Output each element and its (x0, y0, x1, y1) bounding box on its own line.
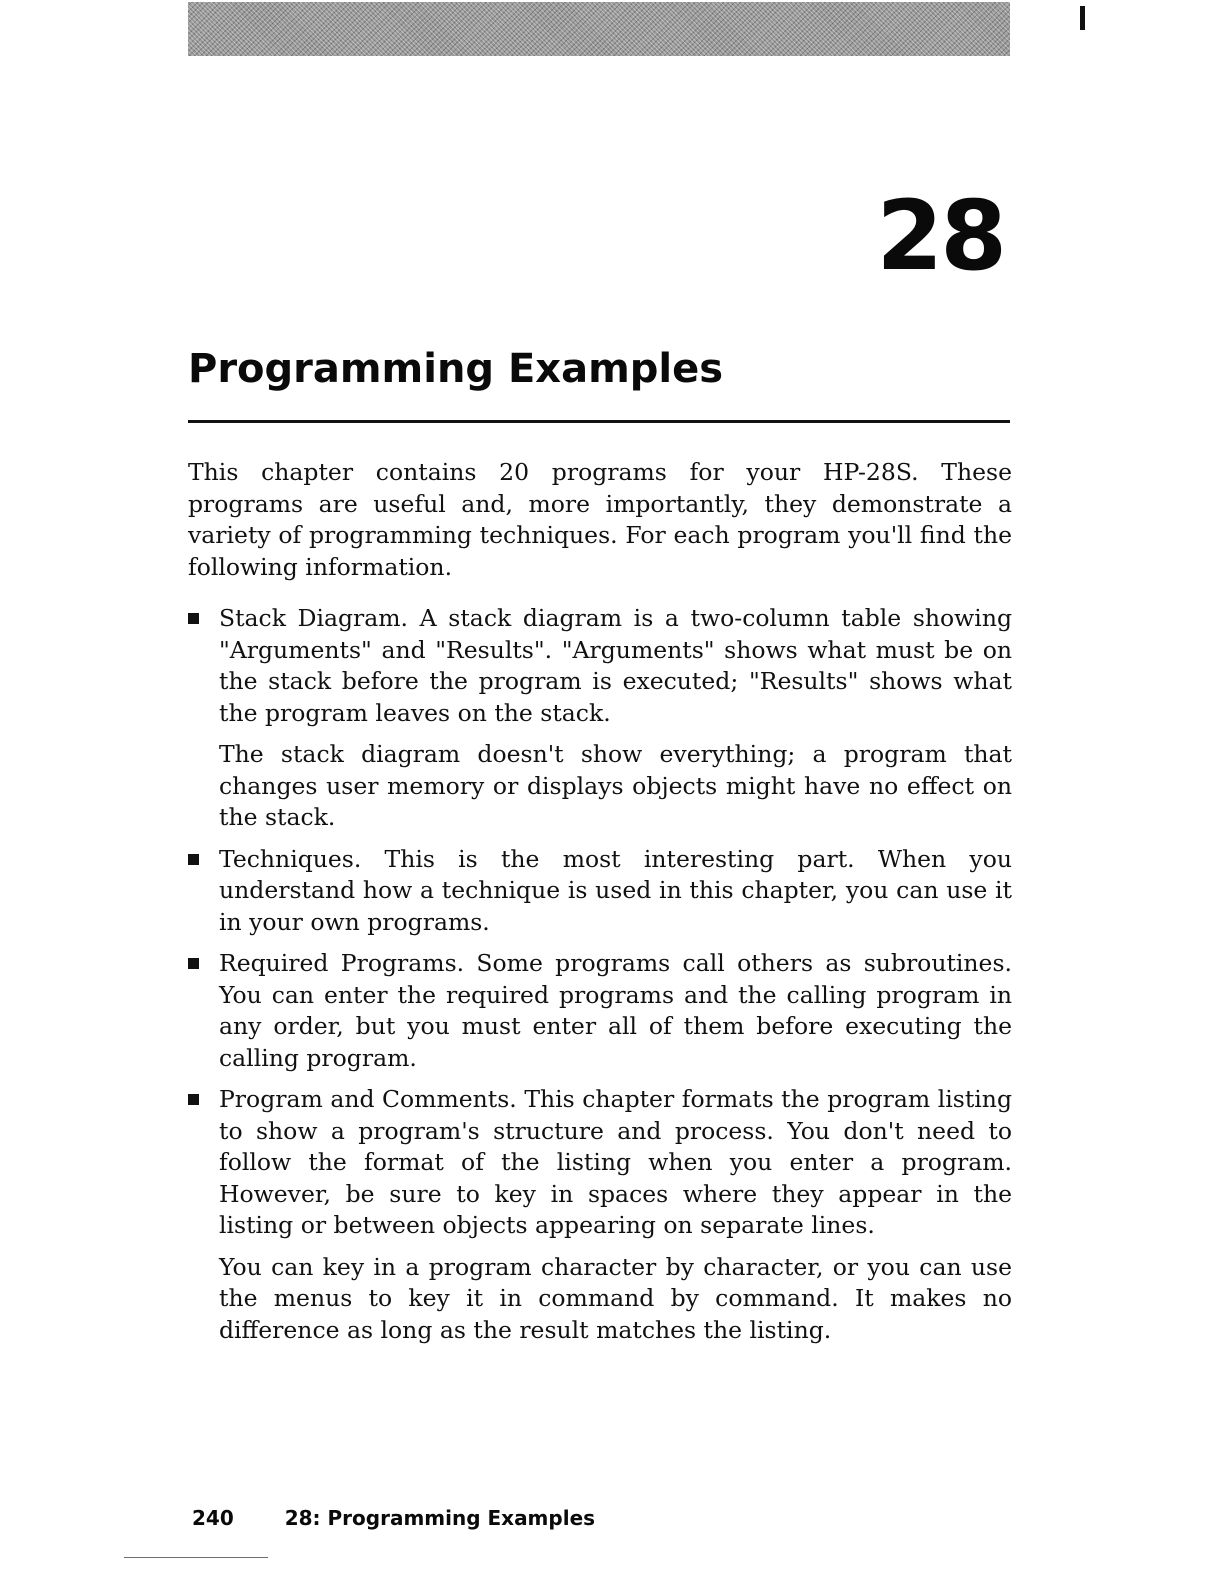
list-item-stack-diagram (188, 603, 1012, 834)
list-item-text: Techniques. This is the most interesting part. When you understand how a technique is used in this chapter, you can use it in your own programs. (219, 844, 1012, 936)
square-bullet-icon (188, 613, 199, 624)
running-title: 28: Programming Examples (284, 1506, 596, 1530)
list-item-text: Program and Comments. This chapter formats the program listing to show a program's structure and process. You don't need to follow the format of the listing when you enter a program. However, be sure to key in spaces where they appear in the listing or between objects appearing on separate lines. (219, 1085, 1012, 1239)
page-edge-mark (1080, 6, 1085, 30)
list-item-techniques (188, 844, 1012, 939)
program-info-list (188, 603, 1012, 1346)
square-bullet-icon (188, 854, 199, 865)
chapter-title: Programming Examples (188, 346, 724, 392)
list-item-text: Required Programs. Some programs call others as subroutines. You can enter the required programs and the calling program in any order, but you must enter all of them before executing the calling program. (219, 949, 1012, 1072)
page-number: 240 (192, 1506, 234, 1530)
list-item-note: You can key in a program character by character, or you can use the menus to key it in command by command. It makes no difference as long as the result matches the listing. (219, 1252, 1012, 1344)
list-item-required-programs (188, 948, 1012, 1074)
square-bullet-icon (188, 958, 199, 969)
square-bullet-icon (188, 1094, 199, 1105)
title-divider (188, 420, 1010, 423)
chapter-body (188, 457, 1012, 1356)
intro-paragraph: This chapter contains 20 programs for your HP-28S. These programs are useful and, more importantly, they demonstrate a variety of programming techniques. For each program you'll find the following information. (188, 458, 1012, 581)
bottom-rule (124, 1557, 268, 1558)
list-item-note: The stack diagram doesn't show everything; a program that changes user memory or displays objects might have no effect on the stack. (219, 740, 1012, 831)
chapter-header-band (188, 2, 1010, 56)
list-item-program-and-comments (188, 1084, 1012, 1346)
list-item-text: Stack Diagram. A stack diagram is a two-column table showing "Arguments" and "Results". "Arguments" shows what must be on the stack before the program is executed; "Results" shows what the program leaves on the stack. (219, 604, 1012, 727)
page-footer (192, 1506, 595, 1530)
chapter-number: 28 (876, 180, 1004, 292)
